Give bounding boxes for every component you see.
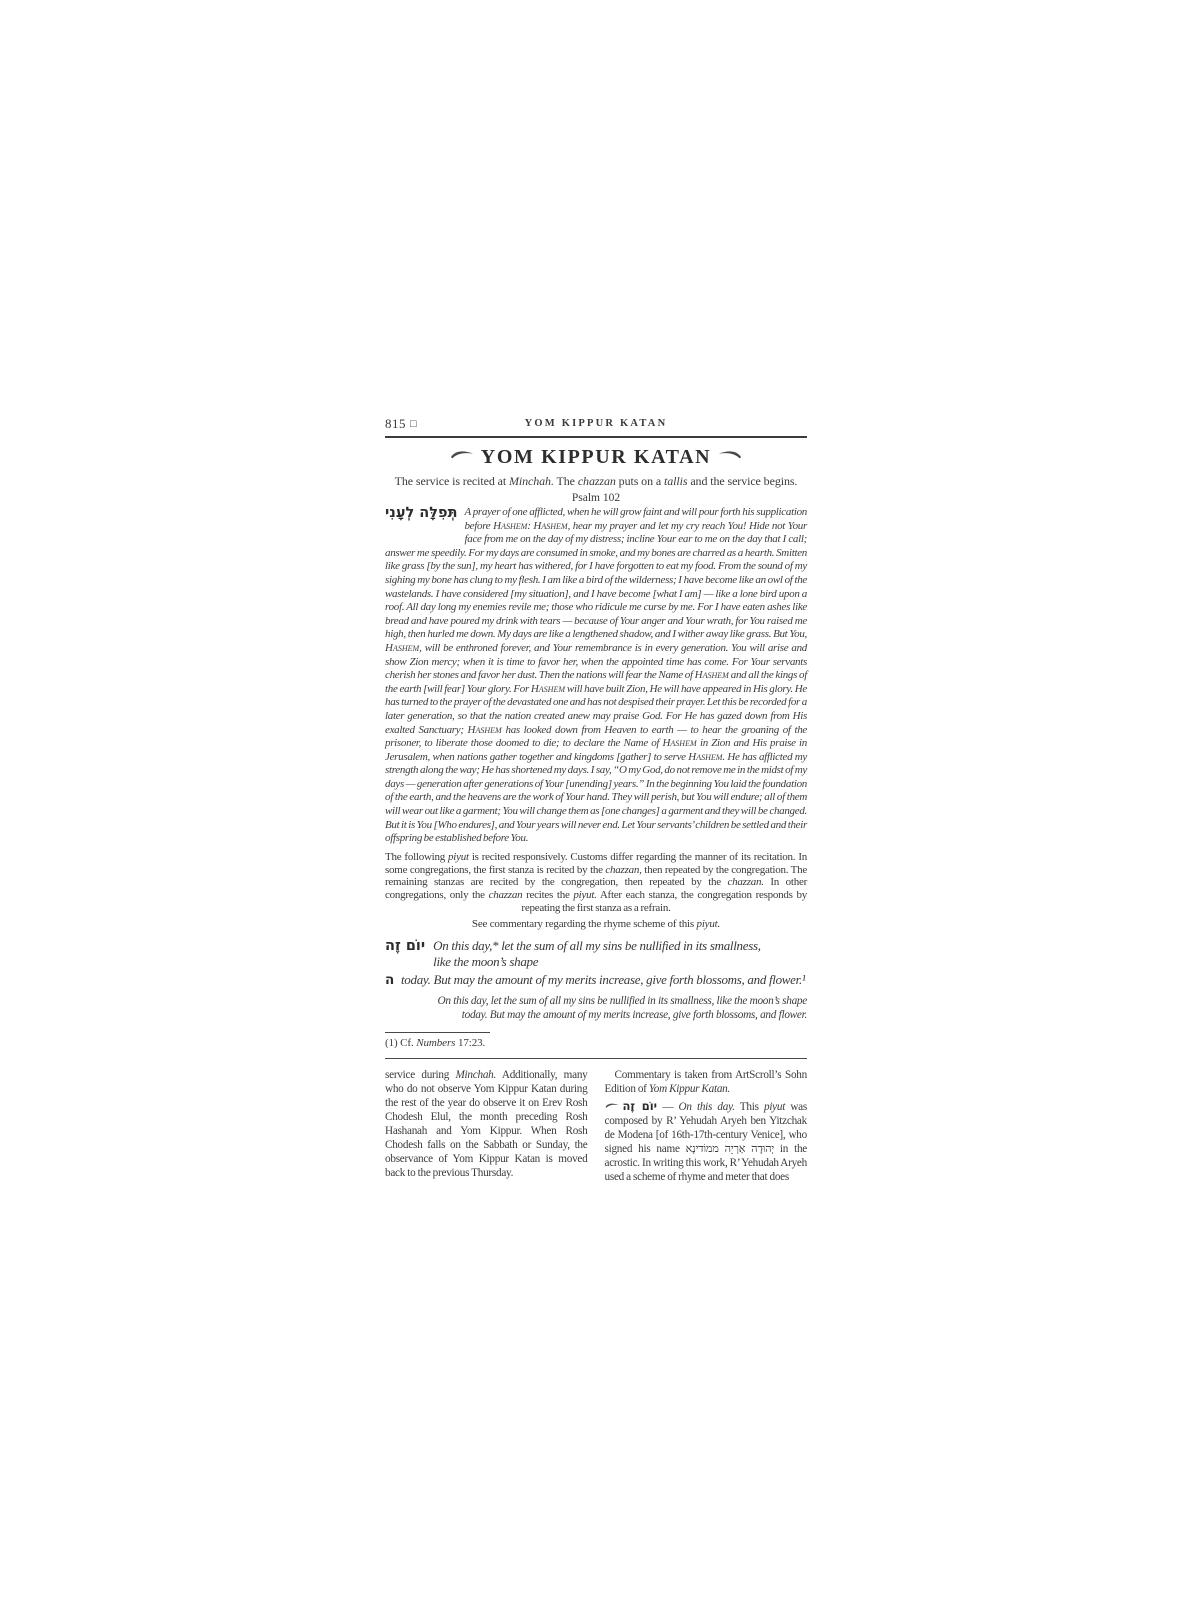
header-rule	[385, 436, 807, 438]
running-head	[385, 416, 807, 433]
piyut-line-3	[385, 972, 807, 988]
checkbox-mark: □	[410, 418, 418, 430]
piyut-line-3-text: today. But may the amount of my merits increase, give forth blossoms, and flower.¹	[400, 971, 806, 987]
commentary-lemma-text: — On this day. This piyut was composed by R’ Yehudah Aryeh ben Yitzchak de Modena [of 16th-17th-century Venice], who signed his name יְהוּדָה אַרְיֵה ממוֹדינָא in the acrostic. In writing this work, R’ Yehudah Aryeh used a scheme of rhyme and meter that does	[604, 1101, 808, 1184]
piyut-instructions: The following piyut is recited responsively. Customs differ regarding the manner of its recitation. In some congregations, the first stanza is recited by the chazzan, then repeated by the congregation. The remaining stanzas are recited by the congregation, then repeated by the chazzan. In other congregations, only the chazzan recites the piyut. After each stanza, the congregation responds by repeating the first stanza as a refrain.	[385, 850, 808, 915]
service-instruction: The service is recited at Minchah. The chazzan puts on a tallis and the service begins.	[394, 474, 798, 488]
footnote-rule	[385, 1032, 490, 1033]
refrain-translation	[385, 994, 807, 1022]
see-commentary-note: See commentary regarding the rhyme scheme of this piyut.	[471, 917, 721, 930]
psalm-text-block	[385, 506, 807, 846]
commentary-hebrew-lemma: יוֹם זֶה	[622, 1099, 658, 1114]
piyut-stanza	[385, 938, 807, 970]
psalm-heading: Psalm 102	[571, 492, 621, 504]
leaf-ornament-left-icon	[450, 449, 474, 460]
section-title	[385, 446, 807, 469]
running-head-title: YOM KIPPUR KATAN	[524, 418, 668, 429]
footnote: (1) Cf. Numbers 17:23.	[385, 1037, 486, 1050]
book-page	[385, 416, 807, 1187]
commentary-left-column	[385, 1068, 588, 1187]
leaf-ornament-right-icon	[718, 449, 742, 460]
commentary-source-note: Commentary is taken from ArtScroll’s Sohn Edition of Yom Kippur Katan.	[604, 1069, 807, 1096]
piyut-hebrew-incipit: יוֹם זֶה	[385, 937, 426, 954]
refrain-line-2: today. But may the amount of my merits increase, give forth blossoms, and flower.	[461, 1009, 807, 1022]
leaf-ornament-small-icon	[605, 1102, 619, 1109]
commentary-left-paragraph: service during Minchah. Additionally, many who do not observe Yom Kippur Katan during the rest of the year do observe it on Erev Rosh Chodesh Elul, the month preceding Rosh Hashanah and Yom Kippur. When Rosh Chodesh falls on the Sabbath or Sunday, the observance of Yom Kippur Katan is moved back to the previous Thursday.	[385, 1069, 588, 1180]
folio-number: 815 □	[385, 416, 418, 431]
section-title-text: YOM KIPPUR KATAN	[480, 446, 712, 468]
psalm-hebrew-incipit: תְּפִלָּה לְעָנִי	[385, 505, 458, 521]
refrain-line-1: On this day, let the sum of all my sins be nullified in its smallness, like the moon’s shape	[437, 994, 807, 1007]
piyut-line-2: like the moon’s shape	[433, 953, 539, 969]
commentary-divider-rule	[385, 1058, 807, 1059]
psalm-text: A prayer of one afflicted, when he will grow faint and will pour forth his supplication before Hashem: Hashem, hear my prayer and let my cry reach You! Hide not Your face from me on the day of my distress; incline Your ear to me on the day that I call; answer me speedily. For my days are consumed in smoke, and my bones are charred as a hearth. Smitten like grass [by the sun], my heart has withered, for I have forgotten to eat my food. From the sound of my sighing my bone has clung to my flesh. I am like a bird of the wilderness; I have become like an owl of the wastelands. I have considered [my situation], and I have become [what I am] — like a lone bird upon a roof. All day long my enemies revile me; those who ridicule me curse by me. For I have eaten ashes like bread and have poured my drink with tears — because of Your anger and Your wrath, for You raised me high, then hurled me down. My days are like a lengthened shadow, and I wither away like grass. But You, Hashem, will be enthroned forever, and Your remembrance is in every generation. You will arise and show Zion mercy; when it is time to favor her, when the appointed time has come. For Your servants cherish her stones and favor her dust. Then the nations will fear the Name of Hashem and all the kings of the earth [will fear] Your glory. For Hashem will have built Zion, He will have appeared in His glory. He has turned to the prayer of the devastated one and has not despised their prayer. Let this be recorded for a later generation, so that the nation created anew may praise God. For He has gazed down from His exalted Sanctuary; Hashem has looked down from Heaven to earth — to hear the groaning of the prisoner, to liberate those doomed to die; to declare the Name of Hashem in Zion and His praise in Jerusalem, when nations gather together and kingdoms [gather] to serve Hashem. He has afflicted my strength along the way; He has shortened my days. I say, “O my God, do not remove me in the midst of my days — generation after generations of Your [unending] years.” In the beginning You laid the foundation of the earth, and the heavens are the work of Your hand. They will perish, but You will endure; all of them will wear out like a garment; You will change them as [one changes] a garment and they will be changed. But it is You [Who endures], and Your years will never end. Let Your servants’ children be settled and their offspring be established before You.	[385, 506, 808, 845]
piyut-line-1: On this day,* let the sum of all my sins be nullified in its smallness,	[433, 937, 761, 953]
commentary-lemma-paragraph	[605, 1099, 808, 1184]
commentary-right-column	[605, 1068, 808, 1187]
hebrew-letter-he: ה	[385, 971, 394, 988]
commentary-section	[385, 1068, 807, 1187]
